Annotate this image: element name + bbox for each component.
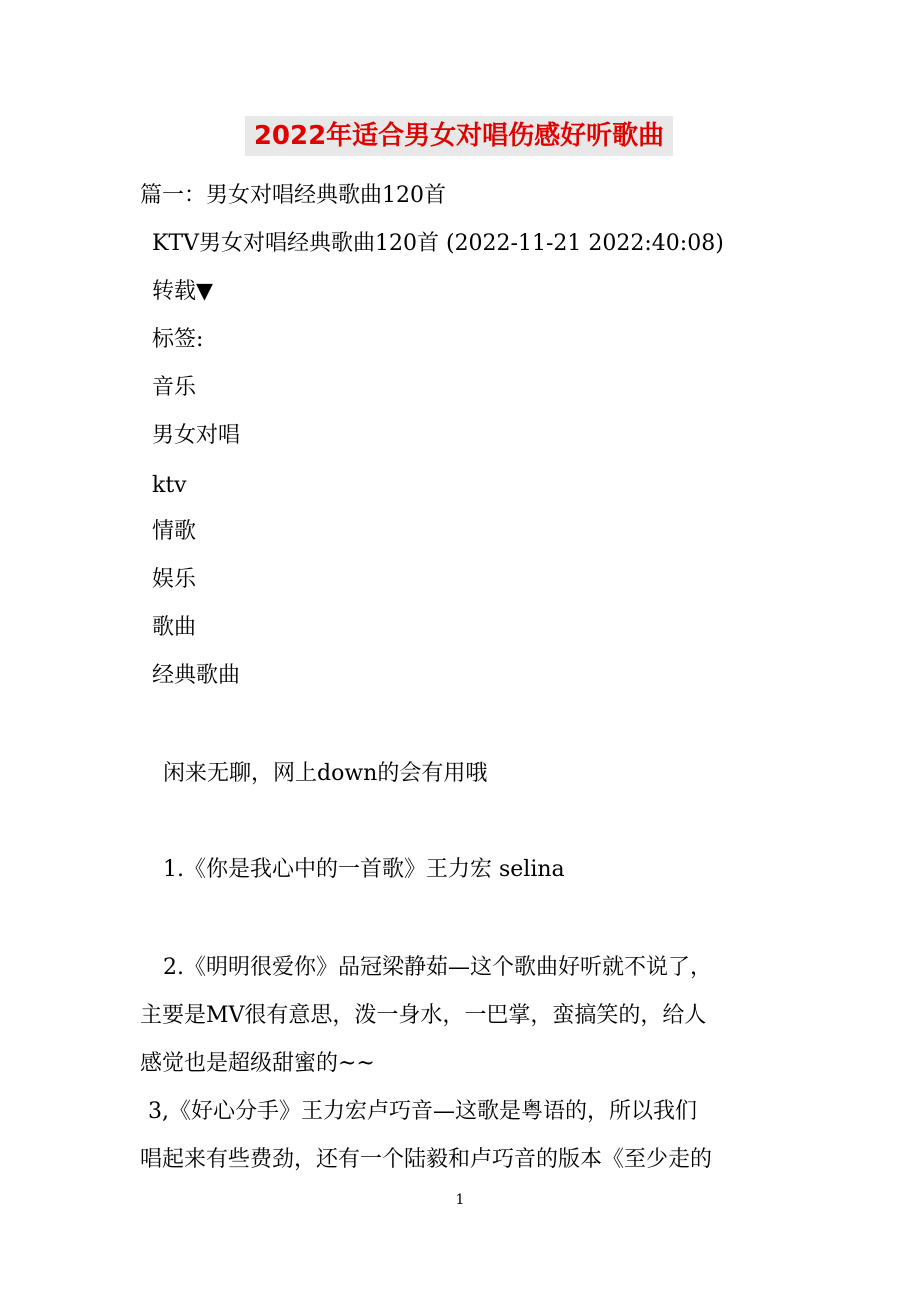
text-line: 转载▼: [152, 279, 213, 304]
text-line: KTV男女对唱经典歌曲120首 (2022-11-21 2022:40:08): [152, 231, 724, 256]
tag-item: 娱乐: [152, 567, 197, 592]
song-item: 3,《好心分手》王力宏卢巧音—这歌是粤语的，所以我们: [148, 1099, 697, 1124]
tag-item: ktv: [152, 473, 187, 498]
text-line: 标签:: [152, 327, 204, 352]
tag-item: 情歌: [152, 519, 197, 544]
tag-item: 音乐: [152, 375, 197, 400]
song-item-continued: 感觉也是超级甜蜜的~~: [140, 1051, 375, 1076]
section-heading: 篇一：男女对唱经典歌曲120首: [140, 183, 446, 208]
song-item: 1.《你是我心中的一首歌》王力宏 selina: [163, 857, 565, 882]
song-item: 2.《明明很爱你》品冠梁静茹—这个歌曲好听就不说了，: [163, 955, 712, 980]
document-title: 2022年适合男女对唱伤感好听歌曲: [245, 116, 673, 156]
tag-item: 歌曲: [152, 615, 197, 640]
song-item-continued: 唱起来有些费劲，还有一个陆毅和卢巧音的版本《至少走的: [140, 1147, 713, 1172]
tag-item: 男女对唱: [152, 423, 241, 448]
tag-item: 经典歌曲: [152, 663, 241, 688]
page-number: 1: [455, 1192, 465, 1208]
intro-line: 闲来无聊，网上down的会有用哦: [163, 761, 488, 786]
song-item-continued: 主要是MV很有意思，泼一身水，一巴掌，蛮搞笑的，给人: [140, 1003, 707, 1028]
